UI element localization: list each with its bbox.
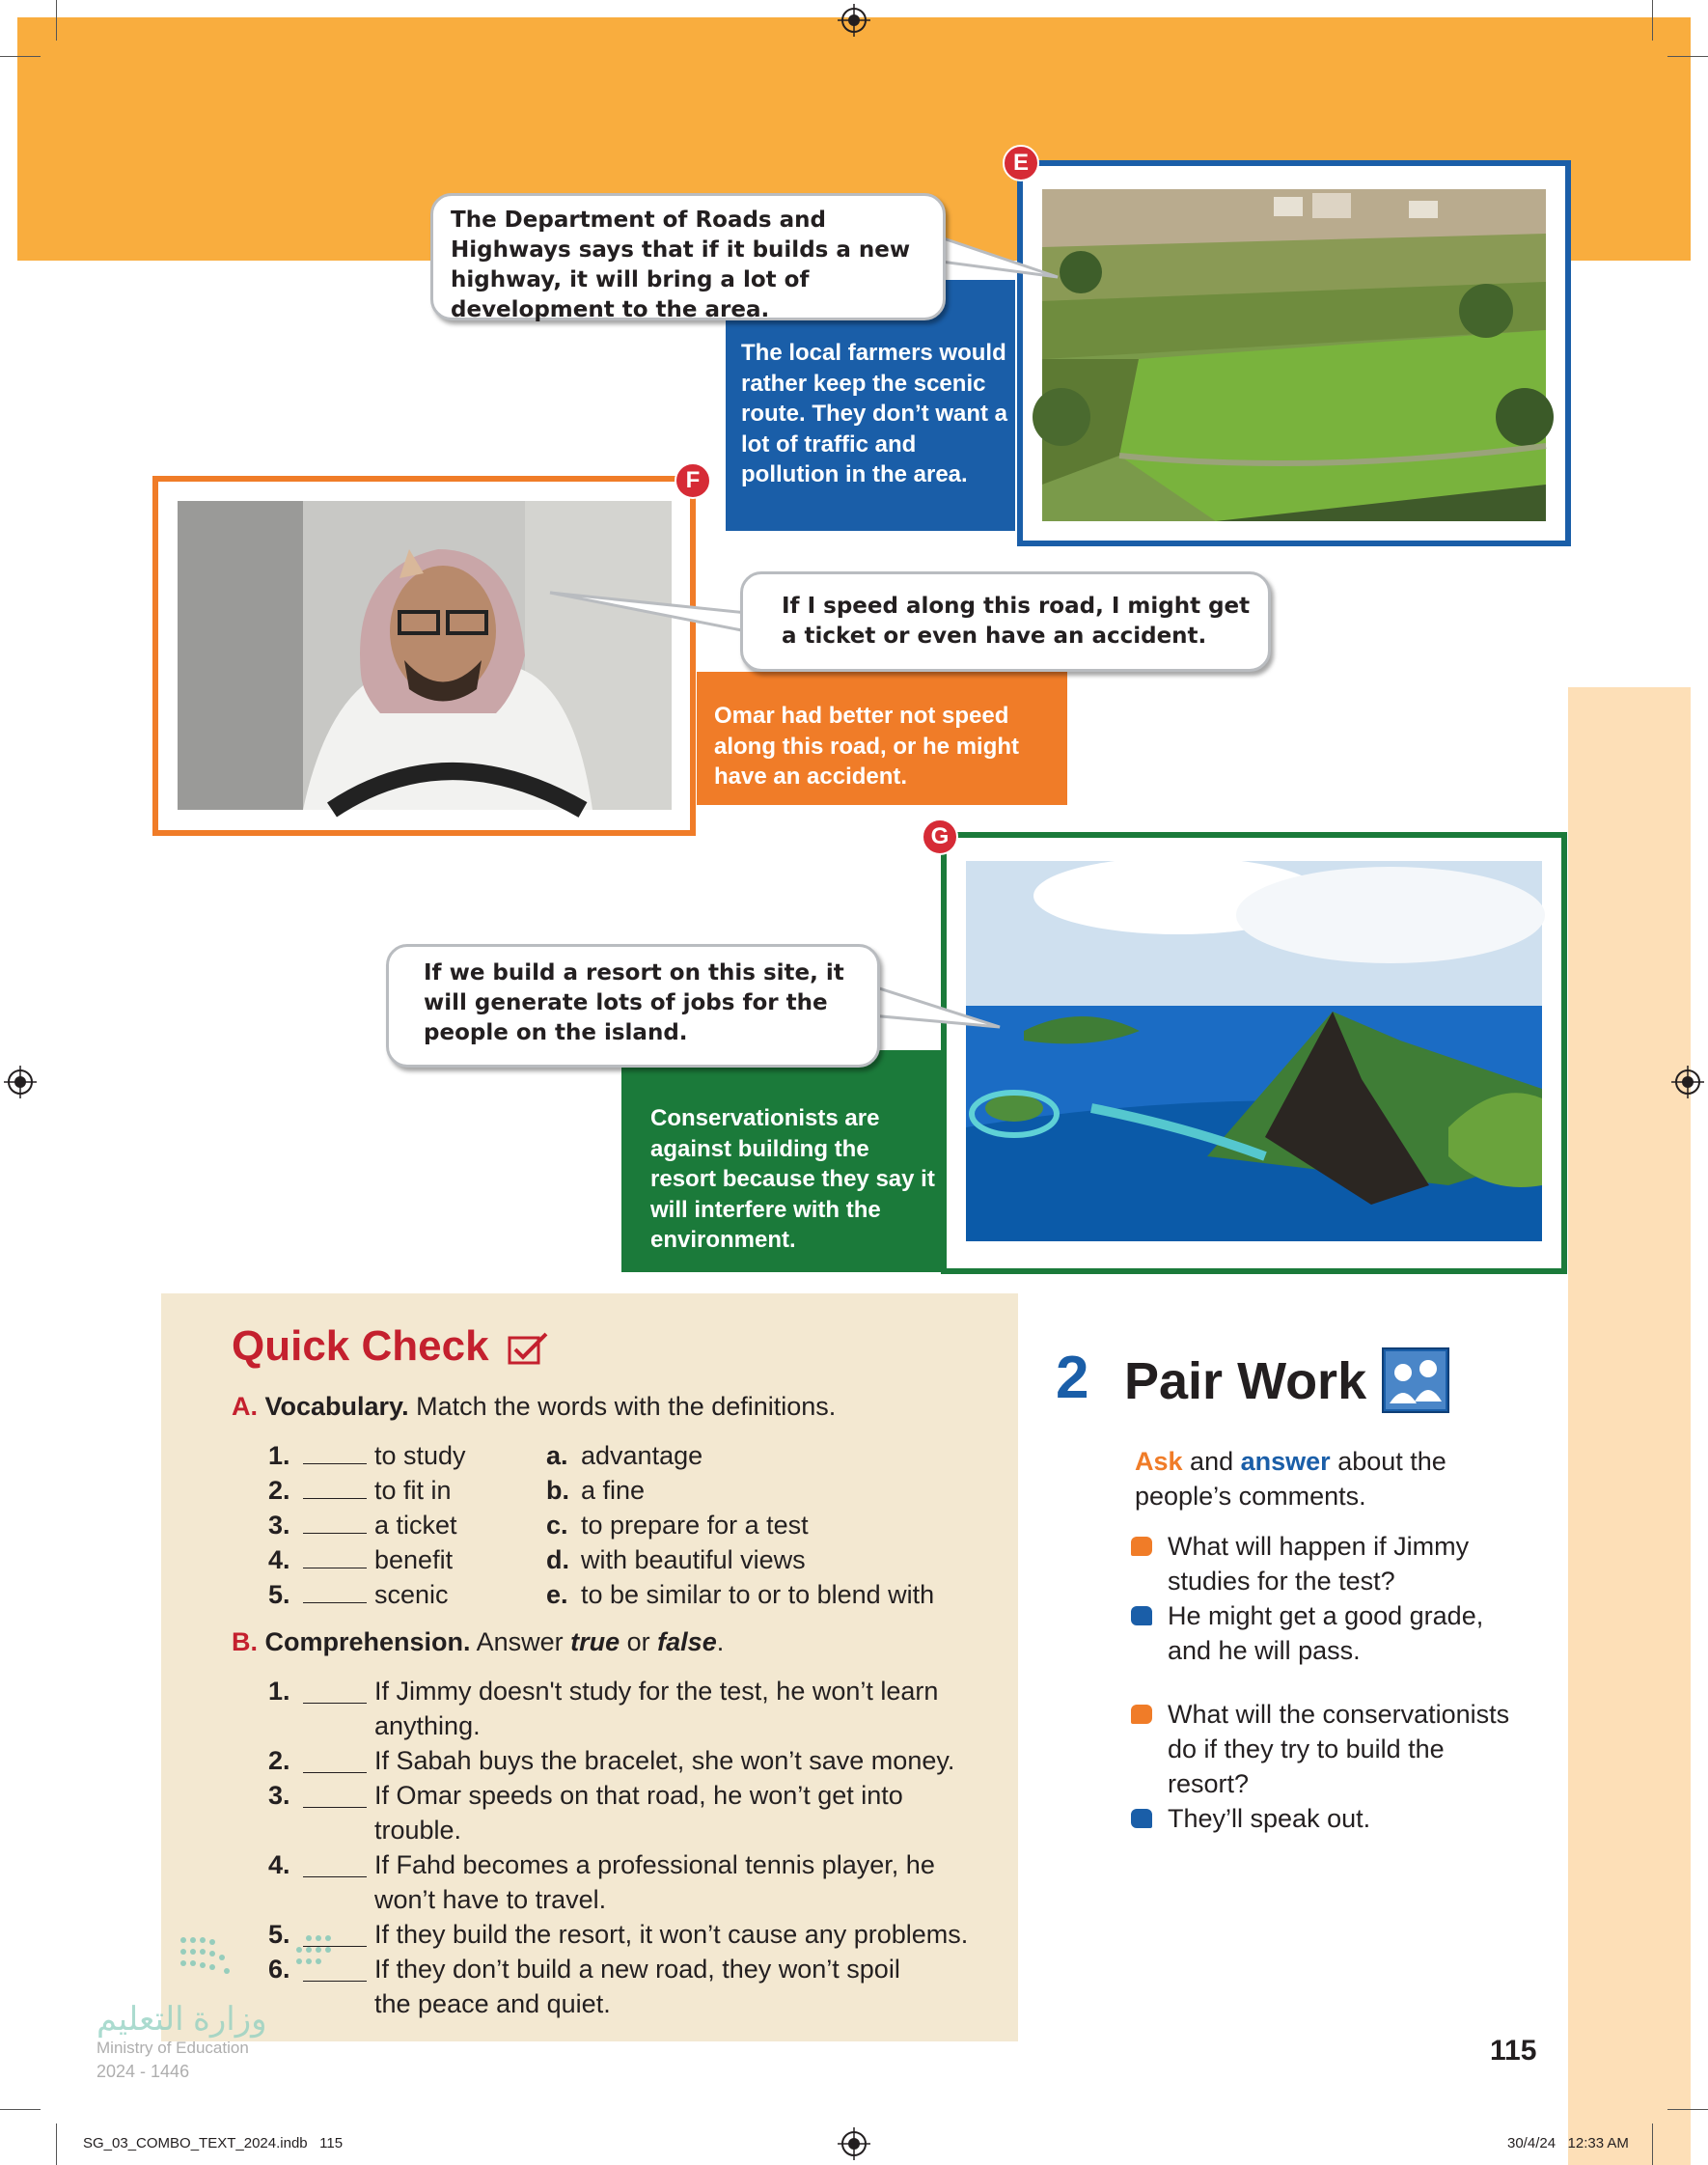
- crop-mark: [1652, 2123, 1653, 2165]
- speech-bubble-blue-icon: [1131, 1606, 1152, 1625]
- registration-mark-icon: [838, 4, 870, 37]
- word-row: 4. benefit: [268, 1545, 454, 1574]
- word-row: 2. to fit in: [268, 1476, 452, 1505]
- bubble-pointer-f: [546, 589, 758, 637]
- speech-bubble-orange-icon: [1131, 1705, 1152, 1724]
- crop-mark: [1667, 56, 1708, 57]
- definition-row: b. a fine: [546, 1476, 646, 1505]
- answer-blank[interactable]: [303, 1533, 367, 1534]
- statement-row: 2. If Sabah buys the bracelet, she won’t save money.: [268, 1743, 1021, 1778]
- registration-mark-icon: [838, 2127, 870, 2160]
- dialog-line: What will happen if Jimmy studies for the test?: [1131, 1529, 1556, 1598]
- speech-bubble-orange-icon: [1131, 1537, 1152, 1556]
- photo-frame-f: [152, 476, 696, 836]
- pair-work-title: Pair Work: [1124, 1352, 1367, 1410]
- section-b-label: Comprehension.: [264, 1627, 471, 1656]
- crop-mark: [1667, 2109, 1708, 2110]
- section-a-instruction: Match the words with the definitions.: [416, 1392, 837, 1421]
- pair-work-intro: Ask and answer about the people’s comments.: [1135, 1447, 1446, 1511]
- statement-row: 1. If Jimmy doesn't study for the test, he won’t learn anything.: [268, 1674, 1021, 1743]
- answer-blank[interactable]: [303, 1463, 367, 1464]
- ministry-logo-arabic: وزارة التعليم: [96, 2001, 267, 2038]
- ask-word: Ask: [1135, 1447, 1183, 1476]
- pair-work-number: 2: [1056, 1345, 1089, 1411]
- section-b-letter: B.: [232, 1627, 258, 1656]
- vocabulary-definitions: [546, 1438, 934, 1612]
- registration-mark-icon: [4, 1066, 37, 1098]
- speech-bubble-blue-icon: [1131, 1809, 1152, 1828]
- false-word: false: [657, 1627, 717, 1656]
- answer-blank[interactable]: [303, 1498, 367, 1499]
- badge-f: F: [675, 462, 711, 499]
- crop-mark: [0, 2109, 41, 2110]
- caption-g: Conservationists are against building the resort because they say it will interfere with the environment.: [650, 1105, 935, 1253]
- badge-e: E: [1003, 145, 1039, 181]
- true-word: true: [570, 1627, 620, 1656]
- answer-blank[interactable]: [303, 1674, 367, 1704]
- footer-date: 30/4/24 12:33 AM: [1507, 2135, 1629, 2151]
- section-a-heading: [232, 1392, 836, 1422]
- answer-word: answer: [1240, 1447, 1331, 1476]
- answer-blank[interactable]: [303, 1743, 367, 1773]
- section-a-label: Vocabulary.: [264, 1392, 409, 1421]
- statement-row: 5. If they build the resort, it won’t cause any problems.: [268, 1917, 1021, 1952]
- definition-row: c. to prepare for a test: [546, 1511, 809, 1540]
- answer-blank[interactable]: [303, 1847, 367, 1877]
- statement-row: 4. If Fahd becomes a professional tennis player, he won’t have to travel.: [268, 1847, 1021, 1917]
- word-row: 5. scenic: [268, 1580, 449, 1609]
- crop-mark: [56, 2123, 57, 2165]
- photo-frame-g: [941, 832, 1567, 1274]
- crop-mark: [1652, 0, 1653, 41]
- definition-row: a. advantage: [546, 1441, 703, 1470]
- vocabulary-words: [268, 1438, 466, 1612]
- word-row: 3. a ticket: [268, 1511, 457, 1540]
- speech-bubble-g: If we build a resort on this site, it will generate lots of jobs for the people on the island.: [386, 944, 880, 1068]
- ministry-logo-year: 2024 - 1446: [96, 2062, 190, 2081]
- driver-photo: [158, 482, 690, 830]
- ministry-logo-icon: [174, 1930, 347, 1988]
- quick-check-title: Quick Check: [232, 1322, 489, 1370]
- statement-row: 3. If Omar speeds on that road, he won’t get into trouble.: [268, 1778, 1021, 1847]
- answer-blank[interactable]: [303, 1778, 367, 1808]
- badge-g: G: [922, 819, 958, 855]
- section-a-letter: A.: [232, 1392, 258, 1421]
- statement-row: 6. If they don’t build a new road, they won’t spoil the peace and quiet.: [268, 1952, 1021, 2021]
- photo-frame-e: [1017, 160, 1571, 546]
- checkbox-check-icon: [508, 1332, 550, 1365]
- crop-mark: [0, 56, 41, 57]
- dialog-line: What will the conservationists do if they try to build the resort?: [1131, 1697, 1556, 1801]
- right-color-band: [1568, 687, 1691, 2165]
- comprehension-statements: [268, 1674, 1021, 2021]
- speech-bubble-f: If I speed along this road, I might get a ticket or even have an accident.: [740, 571, 1271, 672]
- terraced-farmland-photo: [1023, 166, 1565, 541]
- crop-mark: [56, 0, 57, 41]
- definition-row: d. with beautiful views: [546, 1545, 806, 1574]
- bubble-pointer-e: [926, 227, 1061, 285]
- pair-people-icon: [1382, 1347, 1449, 1413]
- word-row: 1. to study: [268, 1441, 466, 1470]
- speech-bubble-e: The Department of Roads and Highways says that if it builds a new highway, it will bring a lot of development to the area.: [430, 193, 946, 320]
- answer-blank[interactable]: [303, 1602, 367, 1603]
- caption-f: Omar had better not speed along this road, or he might have an accident.: [714, 703, 1020, 790]
- page-number: 115: [1490, 2035, 1537, 2067]
- ministry-logo-english: Ministry of Education: [96, 2039, 249, 2057]
- section-b-heading: B. Comprehension. Answer true or false.: [232, 1627, 725, 1656]
- registration-mark-icon: [1671, 1066, 1704, 1098]
- caption-e: The local farmers would rather keep the scenic route. They don’t want a lot of traffic and pollution in the area.: [741, 340, 1008, 487]
- definition-row: e. to be similar to or to blend with: [546, 1580, 935, 1609]
- dialog-line: He might get a good grade, and he will pass.: [1131, 1598, 1556, 1668]
- volcanic-island-photo: [947, 838, 1561, 1268]
- footer-file-info: SG_03_COMBO_TEXT_2024.indb 115: [83, 2135, 344, 2151]
- dialog-line: They’ll speak out.: [1131, 1801, 1556, 1836]
